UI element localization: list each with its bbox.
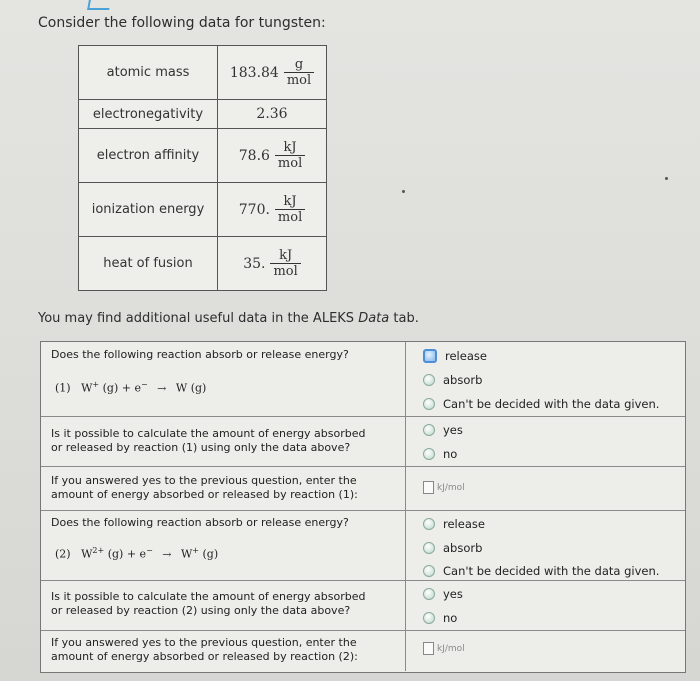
radio-absorb-1[interactable]: absorb: [423, 373, 482, 387]
radio-button[interactable]: [423, 374, 435, 386]
property-label: electron affinity: [79, 129, 218, 183]
screen-speck: [665, 177, 668, 180]
question-prompt: If you answered yes to the previous question, enter the amount of energy absorbed or released by reaction (1):: [51, 474, 358, 501]
property-value: 78.6: [238, 147, 270, 164]
radio-no-1[interactable]: no: [423, 447, 457, 461]
question-row-4: [41, 510, 685, 581]
radio-button[interactable]: [423, 612, 435, 624]
intro-text: Consider the following data for tungsten:: [38, 15, 326, 31]
arrow-right-icon: →: [157, 381, 167, 395]
question-prompt: If you answered yes to the previous question, enter the amount of energy absorbed or released by reaction (2):: [51, 636, 358, 663]
question-row-2: [41, 416, 685, 467]
property-value: 2.36: [256, 106, 288, 122]
property-value: 35.: [243, 255, 266, 272]
radio-button[interactable]: [423, 518, 435, 530]
question-prompt: Is it possible to calculate the amount of energy absorbed or released by reaction (2) using only the data above?: [51, 590, 366, 617]
question-row-5: [41, 580, 685, 631]
question-row-1: [41, 342, 685, 417]
table-row: [79, 100, 327, 129]
question-row-6: [41, 630, 685, 671]
table-row: [79, 46, 327, 100]
reaction-equation-2: (2) $W^{2+}$ (g) + e− → W+ (g): [55, 546, 219, 561]
energy-input-2[interactable]: kJ/mol: [423, 642, 465, 655]
table-row: [79, 183, 327, 237]
text-input[interactable]: [423, 481, 434, 494]
radio-absorb-2[interactable]: absorb: [423, 541, 482, 555]
question-row-3: [41, 466, 685, 511]
radio-button[interactable]: [423, 424, 435, 436]
question-prompt: Does the following reaction absorb or release energy?: [51, 516, 349, 529]
screen-speck: [402, 190, 405, 193]
unit-fraction: $\frac{kJ}{\text{mol}}$: [275, 140, 305, 171]
property-label: atomic mass: [79, 46, 218, 100]
property-value: 770.: [238, 201, 270, 218]
reaction-equation-1: (1) W+ (g) + e− → W (g): [55, 380, 207, 395]
radio-release-2[interactable]: release: [423, 517, 485, 531]
radio-release-1[interactable]: release: [423, 349, 487, 363]
property-label: ionization energy: [79, 183, 218, 237]
property-label: heat of fusion: [79, 237, 218, 291]
energy-input-1[interactable]: kJ/mol: [423, 481, 465, 494]
question-prompt: Does the following reaction absorb or release energy?: [51, 348, 349, 361]
question-prompt: Is it possible to calculate the amount of energy absorbed or released by reaction (1) using only the data above?: [51, 427, 366, 454]
radio-cant-decide-2[interactable]: Can't be decided with the data given.: [423, 564, 659, 578]
radio-no-2[interactable]: no: [423, 611, 457, 625]
radio-button[interactable]: [423, 565, 435, 577]
radio-yes-2[interactable]: yes: [423, 587, 463, 601]
unit-fraction: $\frac{kJ}{\text{mol}}$: [270, 248, 300, 279]
unit-fraction: $\frac{g}{\text{mol}}$: [284, 57, 314, 88]
radio-yes-1[interactable]: yes: [423, 423, 463, 437]
property-value: 183.84: [229, 64, 279, 81]
chevron-down-icon: [87, 0, 111, 10]
question-table: [40, 341, 686, 673]
arrow-right-icon: →: [162, 547, 172, 561]
table-row: [79, 237, 327, 291]
table-row: [79, 129, 327, 183]
radio-button[interactable]: [423, 588, 435, 600]
radio-cant-decide-1[interactable]: Can't be decided with the data given.: [423, 397, 659, 411]
radio-button[interactable]: [423, 542, 435, 554]
unit-fraction: $\frac{kJ}{\text{mol}}$: [275, 194, 305, 225]
property-label: electronegativity: [79, 100, 218, 129]
radio-button[interactable]: [423, 448, 435, 460]
data-tab-note: You may find additional useful data in the ALEKS Data tab.: [38, 311, 419, 326]
radio-button[interactable]: [423, 398, 435, 410]
tungsten-data-table: [78, 45, 327, 291]
text-input[interactable]: [423, 642, 434, 655]
radio-button[interactable]: [423, 349, 437, 363]
